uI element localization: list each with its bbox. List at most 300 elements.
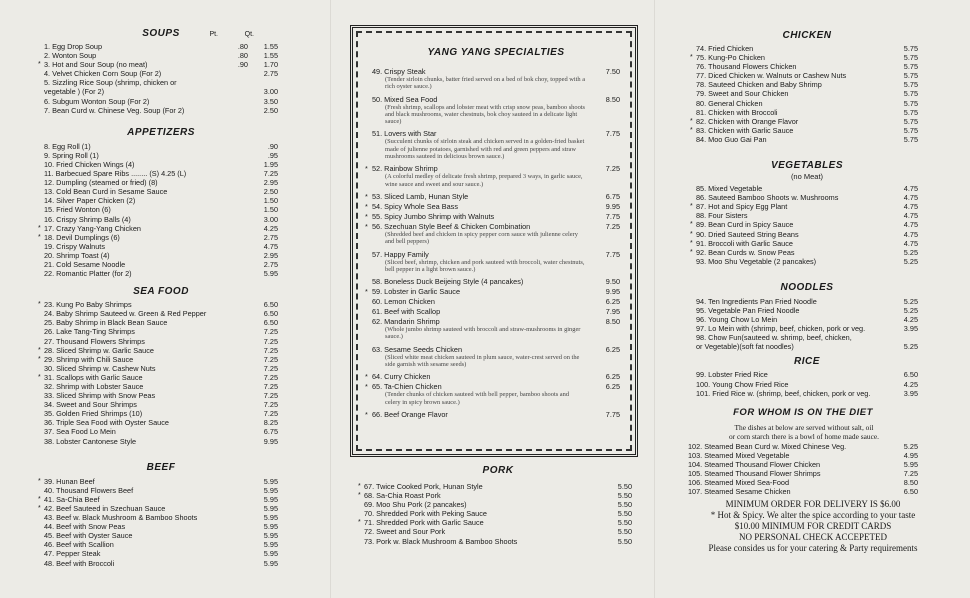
- item-name: 14. Silver Paper Chicken (2): [44, 196, 136, 206]
- item-price: 5.75: [903, 89, 918, 99]
- item-name: 38. Lobster Cantonese Style: [44, 436, 137, 446]
- chicken-item: [696, 44, 918, 53]
- soups-header: [44, 28, 278, 39]
- chicken-list: [690, 44, 918, 144]
- item-name: 21. Cold Sesame Noodle: [44, 259, 126, 269]
- appetizers-item: [44, 151, 278, 160]
- middle-panel: [332, 0, 654, 598]
- item-name: 29. Shrimp with Chili Sauce: [44, 354, 134, 364]
- pork-item: [364, 537, 632, 546]
- item-price: 4.75: [903, 184, 918, 194]
- footer-no-checks: NO PERSONAL CHECK ACCEPETED: [739, 532, 887, 543]
- item-name: 79. Sweet and Sour Chicken: [696, 89, 789, 99]
- soups-item: [44, 106, 278, 115]
- item-price-quart: 2.50: [263, 105, 278, 115]
- item-price: 7.25: [263, 382, 278, 391]
- hot-spicy-star-icon: *: [358, 492, 361, 500]
- item-price-pint: .90: [237, 60, 248, 70]
- item-price: 2.50: [263, 187, 278, 197]
- seafood-item: [44, 309, 278, 318]
- item-name: 26. Lake Tang-Ting Shrimps: [44, 327, 135, 337]
- item-price: 5.75: [903, 53, 918, 63]
- hot-spicy-star-icon: *: [38, 477, 41, 485]
- right-panel: [656, 0, 970, 598]
- soups-pint-label: Pt.: [209, 31, 218, 38]
- rice-item: [696, 389, 918, 398]
- item-price: 5.25: [903, 342, 918, 352]
- diet-item: [688, 487, 918, 496]
- item-name: 71. Shredded Pork with Garlic Sauce: [364, 518, 484, 528]
- item-name: 59. Lobster in Garlic Sauce: [372, 287, 461, 297]
- seafood-title: SEA FOOD: [133, 286, 189, 298]
- item-name: 19. Crispy Walnuts: [44, 241, 105, 251]
- item-price: 5.75: [903, 125, 918, 135]
- item-price: 5.50: [617, 527, 632, 537]
- item-price: [888, 333, 918, 342]
- item-name: 91. Broccoli with Garlic Sauce: [696, 238, 793, 248]
- soups-item: [44, 69, 278, 78]
- item-price: 5.95: [263, 558, 278, 568]
- hot-spicy-star-icon: *: [365, 164, 368, 174]
- soups-item: [38, 60, 278, 70]
- hot-spicy-star-icon: *: [38, 301, 41, 309]
- vegetables-title: VEGETABLES: [770, 160, 844, 172]
- item-name: 46. Beef with Scallion: [44, 540, 114, 550]
- item-name: 47. Pepper Steak: [44, 549, 101, 559]
- item-name: 53. Sliced Lamb, Hunan Style: [372, 191, 469, 201]
- item-price: 5.25: [903, 247, 918, 257]
- item-price: 7.25: [605, 164, 620, 174]
- noodles-item: [696, 324, 918, 333]
- item-name: 3. Hot and Sour Soup (no meat): [44, 60, 148, 70]
- item-price-pint: .80: [237, 51, 248, 61]
- item-price: 7.75: [605, 211, 620, 221]
- item-price: 7.50: [605, 67, 620, 76]
- item-price: .90: [267, 141, 278, 151]
- item-price: 7.25: [263, 336, 278, 346]
- item-price: 7.25: [263, 169, 278, 179]
- item-name: or Vegetable)(soft fat noodles): [696, 342, 794, 352]
- item-price-pint: [220, 106, 248, 115]
- beef-item: [44, 486, 278, 495]
- footer: [664, 499, 962, 554]
- item-name: 27. Thousand Flowers Shrimps: [44, 336, 145, 346]
- item-price: 9.95: [263, 436, 278, 446]
- item-price: 4.95: [903, 450, 918, 460]
- item-price: 5.50: [617, 491, 632, 501]
- item-name: 4. Velvet Chicken Corn Soup (For 2): [44, 69, 162, 79]
- item-name: 96. Young Chow Lo Mein: [696, 315, 778, 325]
- soups-title: SOUPS: [142, 28, 180, 39]
- item-name: 13. Cold Bean Curd in Sesame Sauce: [44, 187, 168, 197]
- item-price-quart: 2.75: [263, 69, 278, 79]
- item-name: 94. Ten Ingredients Pan Fried Noodle: [696, 296, 817, 306]
- specialties-item: [372, 307, 620, 316]
- item-price: 7.75: [605, 249, 620, 259]
- item-price: 3.00: [263, 214, 278, 224]
- appetizers-item: [44, 251, 278, 260]
- item-name: 24. Baby Shrimp Sauteed w. Green & Red Pepper: [44, 309, 207, 319]
- item-price: 5.95: [263, 513, 278, 523]
- item-name: 80. General Chicken: [696, 98, 763, 108]
- item-description: (Sliced white meat chicken sauteed in plum sauce, water-crest served on the side garnish with sesame seeds): [385, 353, 580, 369]
- item-price: 6.25: [605, 344, 620, 354]
- hot-spicy-star-icon: *: [365, 211, 368, 221]
- item-name: 49. Crispy Steak: [372, 67, 426, 76]
- item-name: 67. Twice Cooked Pork, Hunan Style: [364, 482, 483, 491]
- item-name: 5. Sizzling Rice Soup (shrimp, chicken or: [44, 78, 177, 88]
- pork-item: [358, 482, 632, 491]
- item-description: (Tender sirloin chunks, batter fried served on a bed of bok choy, topped with a rich oyster sauce.): [385, 76, 586, 91]
- item-price: 5.25: [903, 256, 918, 266]
- appetizers-item: [44, 178, 278, 187]
- item-price: 1.95: [263, 159, 278, 169]
- item-price: 4.25: [903, 379, 918, 389]
- footer-credit-cards: $10.00 MINIMUM FOR CREDIT CARDS: [734, 521, 892, 532]
- item-name: 9. Spring Roll (1): [44, 150, 99, 160]
- beef-item: [38, 476, 278, 486]
- vegetables-item: [696, 257, 918, 266]
- item-price: 5.75: [903, 71, 918, 81]
- seafood-item: [44, 364, 278, 373]
- item-price: 1.50: [263, 196, 278, 206]
- item-name: 40. Thousand Flowers Beef: [44, 485, 134, 495]
- item-price: 5.75: [903, 134, 918, 144]
- item-name: 7. Bean Curd w. Chinese Veg. Soup (For 2): [44, 105, 185, 115]
- item-name: 85. Mixed Vegetable: [696, 184, 763, 194]
- hot-spicy-star-icon: *: [358, 483, 361, 490]
- specialties-item: [372, 95, 620, 104]
- item-price: 7.25: [263, 391, 278, 401]
- specialties-item: [372, 345, 620, 354]
- item-price: 5.95: [263, 549, 278, 559]
- item-price: 8.50: [903, 478, 918, 488]
- item-name: 95. Vegetable Pan Fried Noodle: [696, 305, 800, 315]
- rice-item: [696, 380, 918, 389]
- soups-item: [44, 42, 278, 51]
- item-name: 41. Sa-Chia Beef: [44, 494, 100, 504]
- item-name: 64. Curry Chicken: [372, 372, 431, 382]
- item-name: 86. Sauteed Bamboo Shoots w. Mushrooms: [696, 193, 839, 203]
- item-price: 4.75: [903, 193, 918, 203]
- item-name: 32. Shrimp with Lobster Sauce: [44, 382, 144, 391]
- vegetables-list: [690, 184, 918, 266]
- item-name: 66. Beef Orange Flavor: [372, 409, 448, 419]
- item-price: 4.75: [903, 220, 918, 230]
- hot-spicy-star-icon: *: [365, 201, 368, 211]
- item-name: 58. Boneless Duck Beijeing Style (4 pancakes): [372, 277, 524, 287]
- item-price-quart: 1.55: [263, 42, 278, 51]
- vegetables-item: [690, 220, 918, 230]
- item-name: 89. Bean Curd in Spicy Sauce: [696, 220, 794, 230]
- appetizers-item: [44, 215, 278, 224]
- specialties-box: [350, 25, 638, 457]
- item-price: 4.75: [263, 241, 278, 251]
- chicken-item: [696, 80, 918, 89]
- specialties-title: YANG YANG SPECIALTIES: [427, 47, 565, 58]
- seafood-item: [38, 300, 278, 310]
- appetizers-item: [44, 169, 278, 178]
- item-price: 6.75: [263, 427, 278, 437]
- item-price: 7.25: [263, 354, 278, 364]
- item-name: 68. Sa-Chia Roast Pork: [364, 491, 441, 501]
- item-name: 31. Scallops with Garlic Sauce: [44, 372, 143, 382]
- item-name: 90. Dried Sauteed String Beans: [696, 229, 799, 239]
- item-price: 5.50: [617, 536, 632, 546]
- footer-spicy-note: * Hot & Spicy. We alter the spice according to your taste: [710, 510, 916, 521]
- pork-item: [358, 518, 632, 528]
- seafood-list: [38, 300, 278, 446]
- hot-spicy-star-icon: *: [365, 221, 368, 231]
- item-price: 1.50: [263, 205, 278, 215]
- item-name: 83. Chicken with Garlic Sauce: [696, 125, 794, 135]
- item-price-pint: [220, 69, 248, 78]
- seafood-item: [44, 337, 278, 346]
- specialties-item: [365, 382, 620, 392]
- seafood-item: [44, 409, 278, 418]
- item-name: 15. Fried Wonton (6): [44, 205, 111, 215]
- soups-quart-label: Qt.: [244, 31, 254, 38]
- seafood-item: [44, 318, 278, 327]
- seafood-item: [38, 354, 278, 364]
- item-name: 37. Sea Food Lo Mein: [44, 427, 116, 437]
- item-name: 77. Diced Chicken w. Walnuts or Cashew Nuts: [696, 71, 847, 81]
- item-price-quart: [248, 78, 278, 87]
- soups-item: [44, 97, 278, 106]
- item-description: (A colorful medley of delicate fresh shrimp, prepared 3 ways, in garlic sauce, wine sauce and sweet and sour sauce.): [385, 173, 583, 188]
- item-price: 5.95: [263, 494, 278, 504]
- item-price: 7.25: [263, 327, 278, 337]
- appetizers-title: APPETIZERS: [127, 126, 195, 138]
- noodles-list: [696, 297, 918, 352]
- item-price: 8.50: [605, 317, 620, 327]
- item-price: 4.75: [903, 238, 918, 248]
- chicken-item: [690, 116, 918, 126]
- specialties-item: [372, 67, 620, 76]
- item-price: 9.50: [605, 277, 620, 287]
- item-price: 5.95: [263, 269, 278, 279]
- chicken-item: [696, 62, 918, 71]
- item-price: 7.25: [903, 469, 918, 478]
- item-price-pint: [220, 78, 248, 87]
- item-price: 8.50: [605, 94, 620, 104]
- item-name: 8. Egg Roll (1): [44, 141, 91, 151]
- item-name: 1. Egg Drop Soup: [44, 42, 103, 51]
- specialties-item: [365, 372, 620, 382]
- item-name: 60. Lemon Chicken: [372, 297, 435, 307]
- appetizers-item: [44, 260, 278, 269]
- hot-spicy-star-icon: *: [365, 409, 368, 419]
- item-name: 52. Rainbow Shrimp: [372, 164, 438, 174]
- noodles-item: [696, 342, 918, 351]
- appetizers-item: [44, 187, 278, 196]
- vegetables-item: [696, 193, 918, 202]
- item-price: 5.50: [617, 500, 632, 510]
- item-name: 105. Steamed Thousand Flower Shrimps: [688, 469, 821, 478]
- item-price: 7.25: [263, 345, 278, 355]
- beef-item: [44, 549, 278, 558]
- item-price-pint: .80: [237, 42, 248, 51]
- item-name: 18. Devil Dumplings (6): [44, 232, 120, 242]
- pork-item: [364, 527, 632, 536]
- item-name: 98. Chow Fun(sauteed w. shrimp, beef, chicken,: [696, 333, 852, 343]
- specialties-item: [372, 277, 620, 286]
- item-price: 5.95: [263, 485, 278, 495]
- seafood-item: [38, 372, 278, 382]
- hot-spicy-star-icon: *: [38, 373, 41, 381]
- chicken-item: [696, 89, 918, 98]
- chicken-item: [690, 125, 918, 135]
- footer-min-delivery: MINIMUM ORDER FOR DELIVERY IS $6.00: [725, 499, 901, 510]
- item-description: (Succulent chunks of sirloin steak and chicken served in a golden-fried basket made of julienne potatoes, garnished with red and green peppers and straw mushrooms sauteed in delicious brown sauce.): [385, 138, 585, 161]
- item-price: 5.95: [263, 522, 278, 532]
- item-name: 65. Ta-Chien Chicken: [372, 382, 442, 392]
- footer-catering: Please consides us for your catering & Party requirements: [708, 543, 918, 554]
- soups-item: [44, 51, 278, 60]
- item-price: 4.25: [903, 315, 918, 325]
- hot-spicy-star-icon: *: [365, 191, 368, 201]
- noodles-item: [696, 333, 918, 342]
- hot-spicy-star-icon: *: [690, 54, 693, 62]
- chicken-item: [696, 135, 918, 144]
- seafood-item: [44, 391, 278, 400]
- pork-section: [358, 465, 632, 546]
- item-price: 2.75: [263, 232, 278, 242]
- diet-line-2: or corn starch there is a bowl of home made sauce.: [728, 431, 879, 441]
- item-price: 6.50: [903, 487, 918, 497]
- vegetables-subtitle: (no Meat): [790, 172, 824, 182]
- item-name: 11. Barbecued Spare Ribs ........ (S) 4.25 (L): [44, 169, 187, 179]
- item-description: (Tender chunks of chicken sauteed with bell pepper, bamboo shoots and celery in spicy brown sauce.): [385, 391, 570, 406]
- appetizers-item: [44, 269, 278, 278]
- soups-list: [38, 42, 278, 115]
- item-price: 5.75: [903, 62, 918, 72]
- rice-title: RICE: [794, 356, 820, 368]
- diet-line-1: The dishes at below are served without salt, oil: [734, 422, 874, 432]
- specialties-item: [372, 129, 620, 138]
- item-name: 63. Sesame Seeds Chicken: [372, 344, 463, 354]
- item-name: 101. Fried Rice w. (shrimp, beef, chicken, pork or veg.: [696, 388, 871, 398]
- item-name: 17. Crazy Yang-Yang Chicken: [44, 223, 141, 233]
- item-price: 2.95: [263, 250, 278, 260]
- item-name: 70. Shredded Pork with Peking Sauce: [364, 509, 487, 519]
- item-name: 42. Beef Sauteed in Szechuan Sauce: [44, 503, 166, 513]
- item-price: 9.95: [605, 201, 620, 211]
- beef-item: [38, 494, 278, 504]
- chicken-item: [696, 71, 918, 80]
- item-price: 6.50: [263, 309, 278, 319]
- item-name: 103. Steamed Mixed Vegetable: [688, 450, 790, 460]
- seafood-item: [44, 400, 278, 409]
- hot-spicy-star-icon: *: [38, 495, 41, 503]
- item-name: 104. Steamed Thousand Flower Chicken: [688, 459, 821, 469]
- item-name: 82. Chicken with Orange Flavor: [696, 116, 799, 126]
- appetizers-item: [44, 142, 278, 151]
- pork-item: [364, 500, 632, 509]
- item-name: 51. Lovers with Star: [372, 129, 437, 139]
- item-price: .95: [267, 150, 278, 160]
- item-price: 6.50: [263, 300, 278, 310]
- item-price: 6.25: [605, 382, 620, 392]
- seafood-item: [44, 437, 278, 446]
- item-price-quart: 3.00: [263, 87, 278, 97]
- item-name: 20. Shrimp Toast (4): [44, 250, 110, 260]
- diet-item: [688, 478, 918, 487]
- specialties-item: [372, 297, 620, 306]
- item-name: 100. Young Chow Fried Rice: [696, 379, 789, 389]
- soups-item: [44, 87, 278, 96]
- noodles-title: NOODLES: [780, 281, 834, 293]
- hot-spicy-star-icon: *: [690, 248, 693, 256]
- item-price-quart: 1.55: [263, 51, 278, 61]
- item-name: 72. Sweet and Sour Pork: [364, 527, 446, 537]
- item-price: 5.75: [903, 44, 918, 53]
- item-name: 107. Steamed Sesame Chicken: [688, 487, 791, 497]
- item-price-quart: 1.70: [263, 60, 278, 70]
- noodles-item: [696, 297, 918, 306]
- soups-item: [44, 78, 278, 87]
- item-name: 54. Spicy Whole Sea Bass: [372, 201, 458, 211]
- appetizers-item: [38, 232, 278, 242]
- vegetables-item: [690, 202, 918, 212]
- item-name: 78. Sauteed Chicken and Baby Shrimp: [696, 80, 822, 90]
- hot-spicy-star-icon: *: [690, 126, 693, 134]
- item-price: 7.25: [263, 409, 278, 419]
- chicken-item: [696, 108, 918, 117]
- diet-title: FOR WHOM IS ON THE DIET: [733, 406, 873, 418]
- item-price: 5.50: [617, 509, 632, 519]
- item-name: 92. Bean Curds w. Snow Peas: [696, 247, 795, 257]
- item-price: 4.75: [903, 211, 918, 221]
- hot-spicy-star-icon: *: [38, 233, 41, 241]
- hot-spicy-star-icon: *: [690, 239, 693, 247]
- hot-spicy-star-icon: *: [38, 224, 41, 232]
- hot-spicy-star-icon: *: [38, 355, 41, 363]
- pork-list: [358, 482, 632, 546]
- item-price-pint: [220, 87, 248, 96]
- item-price: 6.25: [605, 297, 620, 307]
- item-price: 5.75: [903, 116, 918, 126]
- specialties-item: [365, 409, 620, 419]
- hot-spicy-star-icon: *: [690, 203, 693, 211]
- item-price: 3.95: [903, 388, 918, 398]
- hot-spicy-star-icon: *: [690, 230, 693, 238]
- specialties-item: [365, 287, 620, 297]
- specialties-item: [365, 164, 620, 174]
- item-name: 102. Steamed Bean Curd w. Mixed Chinese Veg.: [688, 441, 847, 451]
- item-name: 84. Moo Guo Gai Pan: [696, 134, 767, 144]
- hot-spicy-star-icon: *: [38, 346, 41, 354]
- rice-list: [696, 370, 918, 397]
- item-name: 61. Beef with Scallop: [372, 307, 441, 317]
- item-name: 88. Four Sisters: [696, 211, 748, 221]
- item-name: 44. Beef with Snow Peas: [44, 522, 126, 532]
- item-name: 33. Sliced Shrimp with Snow Peas: [44, 391, 156, 401]
- item-name: 28. Sliced Shrimp w. Garlic Sauce: [44, 345, 154, 355]
- item-name: 76. Thousand Flowers Chicken: [696, 62, 797, 72]
- noodles-item: [696, 315, 918, 324]
- seafood-item: [44, 427, 278, 436]
- item-name: 55. Spicy Jumbo Shrimp with Walnuts: [372, 211, 495, 221]
- item-price-pint: [220, 97, 248, 106]
- item-name: 87. Hot and Spicy Egg Plant: [696, 202, 788, 212]
- item-price: 7.75: [605, 409, 620, 419]
- diet-item: [688, 469, 918, 478]
- item-price: 4.75: [903, 229, 918, 239]
- item-price: 5.95: [903, 459, 918, 469]
- diet-item: [688, 451, 918, 460]
- item-price: 7.75: [605, 129, 620, 139]
